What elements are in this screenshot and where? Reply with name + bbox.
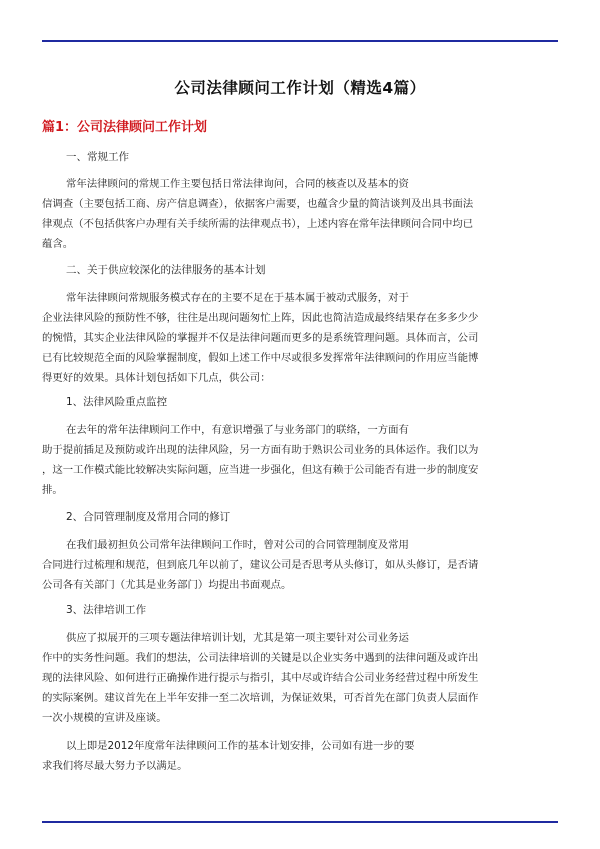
paragraph-line: 排。 <box>42 484 63 496</box>
subheading-contract-management: 2、合同管理制度及常用合同的修订 <box>66 511 231 523</box>
paragraph-line: 合同进行过梳理和规范，但到底几年以前了，建议公司是否思考从头修订，如从头修订，是否请 <box>42 559 479 571</box>
paragraph-line: 在我们最初担负公司常年法律顾问工作时，曾对公司的合同管理制度及常用 <box>66 539 409 551</box>
paragraph-line: 作中的实务性问题。我们的想法，公司法律培训的关键是以企业实务中遇到的法律问题及或许出 <box>42 652 479 664</box>
paragraph-line: 常年法律顾问常规服务模式存在的主要不足在于基本属于被动式服务，对于 <box>66 292 409 304</box>
top-rule <box>42 40 558 42</box>
paragraph-legal-training <box>42 628 558 728</box>
paragraph-line: 已有比较规范全面的风险掌握制度，假如上述工作中尽或很多发挥常年法律顾问的作用应当能博 <box>42 352 479 364</box>
subheading-advanced-service: 二、关于供应较深化的法律服务的基本计划 <box>66 264 266 276</box>
paragraph-line: 常年法律顾问的常规工作主要包括日常法律询问，合同的核查以及基本的资 <box>66 178 409 190</box>
paragraph-line: 求我们将尽最大努力予以满足。 <box>42 760 188 772</box>
bottom-rule <box>42 821 558 823</box>
paragraph-closing <box>42 736 558 776</box>
paragraph-routine-work <box>42 174 558 254</box>
paragraph-line: 律观点（不包括供客户办理有关手续所需的法律观点书），上述内容在常年法律顾问合同中均已 <box>42 218 474 230</box>
section-heading: 篇1：公司法律顾问工作计划 <box>42 120 208 135</box>
paragraph-line: 现的法律风险、如何进行正确操作进行提示与指引，其中尽或许结合公司业务经营过程中所发生 <box>42 672 479 684</box>
paragraph-line: 蕴含。 <box>42 238 74 250</box>
paragraph-line: 以上即是2012年度常年法律顾问工作的基本计划安排，公司如有进一步的要 <box>66 740 415 752</box>
subheading-legal-training: 3、法律培训工作 <box>66 604 147 616</box>
paragraph-line: 的惋惜，其实企业法律风险的掌握并不仅是法律问题而更多的是系统管理问题。具体而言，公司 <box>42 332 479 344</box>
paragraph-risk-monitoring <box>42 420 558 500</box>
paragraph-line: 信调查（主要包括工商、房产信息调查），依据客户需要，也蕴含少量的简洁谈判及出具书面法 <box>42 198 474 210</box>
paragraph-line: 一次小规模的宣讲及座谈。 <box>42 712 167 724</box>
paragraph-line: 公司各有关部门（尤其是业务部门）均提出书面观点。 <box>42 579 292 591</box>
paragraph-line: 在去年的常年法律顾问工作中，有意识增强了与业务部门的联络，一方面有 <box>66 424 409 436</box>
paragraph-line: 企业法律风险的预防性不够，往往是出现问题匆忙上阵，因此也简洁造成最终结果存在多多少少 <box>42 312 479 324</box>
paragraph-line: ，这一工作模式能比较解决实际问题，应当进一步强化，但这有赖于公司能否有进一步的制度安 <box>42 464 479 476</box>
paragraph-line: 助于提前插足及预防或许出现的法律风险，另一方面有助于熟识公司业务的具体运作。我们以为 <box>42 444 479 456</box>
subheading-risk-monitoring: 1、法律风险重点监控 <box>66 396 168 408</box>
paragraph-advanced-service <box>42 288 558 388</box>
paragraph-contract-management <box>42 535 558 595</box>
subheading-routine-work: 一、常规工作 <box>66 151 129 163</box>
page-title: 公司法律顾问工作计划（精选4篇） <box>174 79 426 97</box>
paragraph-line: 供应了拟展开的三项专题法律培训计划，尤其是第一项主要针对公司业务运 <box>66 632 409 644</box>
paragraph-line: 得更好的效果。具体计划包括如下几点，供公司： <box>42 372 271 384</box>
paragraph-line: 的实际案例。建议首先在上半年安排一至二次培训，为保证效果，可否首先在部门负责人层面作 <box>42 692 479 704</box>
